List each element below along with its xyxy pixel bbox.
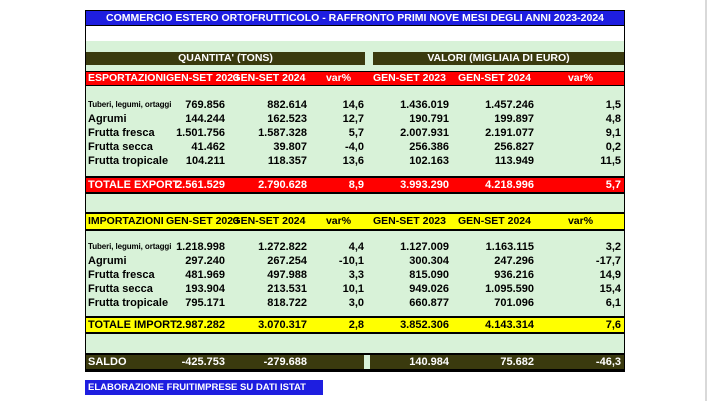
row-label: Frutta tropicale	[88, 155, 169, 167]
col-header-val-2023: GEN-SET 2023	[373, 215, 446, 227]
cell-qty-var: 12,7	[342, 113, 364, 125]
cell-val-2023: 102.163	[409, 155, 449, 167]
table-row	[86, 154, 624, 168]
spacer-row	[86, 86, 624, 98]
col-header-qty-2024: GEN-SET 2024	[232, 72, 306, 84]
cell-val-var: 14,9	[599, 269, 621, 281]
cell-qty-2024: 118.357	[267, 155, 307, 167]
cell-val-2023: 949.026	[409, 283, 449, 295]
table-row	[86, 268, 624, 282]
cell-val-var: 11,5	[600, 155, 621, 167]
cell-qty-2023: 1.501.756	[176, 127, 225, 139]
row-label: Frutta fresca	[88, 269, 155, 281]
cell-val-2023: 3.852.306	[400, 319, 449, 331]
trade-table	[85, 10, 625, 372]
spacer-row	[86, 41, 624, 52]
cell-val-2024: 4.218.996	[485, 179, 534, 191]
source-credit-bar: ELABORAZIONE FRUITIMPRESE SU DATI ISTAT	[85, 380, 323, 395]
cell-qty-2024: -279.688	[263, 356, 307, 368]
cell-val-2024: 2.191.077	[485, 127, 534, 139]
cell-val-2023: 140.984	[409, 356, 449, 368]
cell-qty-2023: 795.171	[185, 297, 225, 309]
cell-qty-var: 8,9	[348, 179, 364, 191]
cell-val-2024: 199.897	[494, 113, 534, 125]
cell-qty-2023: 769.856	[185, 99, 225, 111]
saldo-label: SALDO	[88, 356, 127, 368]
total-export-label: TOTALE EXPORT	[88, 179, 180, 191]
cell-qty-2024: 267.254	[267, 255, 307, 267]
window-edge-line	[705, 0, 707, 401]
total-import-label: TOTALE IMPORT	[88, 319, 177, 331]
table-row	[86, 98, 624, 112]
cell-qty-2024: 39.807	[273, 141, 307, 153]
cell-qty-var: 13,6	[342, 155, 364, 167]
cell-qty-2023: -425.753	[181, 356, 225, 368]
import-header-row	[86, 212, 624, 231]
cell-qty-2024: 1.272.822	[258, 241, 307, 253]
export-header-row	[86, 71, 624, 86]
cell-val-2023: 190.791	[409, 113, 449, 125]
empty-cell	[310, 355, 364, 369]
cell-qty-var: 3,0	[348, 297, 364, 309]
cell-qty-2024: 818.722	[267, 297, 307, 309]
cell-qty-2024: 882.614	[267, 99, 307, 111]
cell-qty-2024: 497.988	[267, 269, 307, 281]
cell-val-2023: 815.090	[409, 269, 449, 281]
cell-qty-var: -4,0	[345, 141, 364, 153]
cell-val-var: 6,1	[605, 297, 621, 309]
spacer-row	[86, 231, 624, 240]
cell-val-var: 3,2	[605, 241, 621, 253]
table-row	[86, 282, 624, 296]
cell-val-2024: 701.096	[494, 297, 534, 309]
cell-val-var: 15,4	[599, 283, 621, 295]
row-label: Tuberi, legumi, ortaggi	[88, 100, 172, 109]
row-label: Frutta secca	[88, 141, 153, 153]
cell-val-2024: 1.457.246	[485, 99, 534, 111]
cell-qty-var: 3,3	[348, 269, 364, 281]
cell-val-var: 0,2	[605, 141, 621, 153]
col-header-qty-2023: GEN-SET 2023	[166, 215, 239, 227]
row-label: Frutta fresca	[88, 127, 155, 139]
cell-val-2024: 1.163.115	[485, 241, 534, 253]
cell-qty-var: 5,7	[348, 127, 364, 139]
row-label: Tuberi, legumi, ortaggi	[88, 242, 172, 251]
cell-val-2024: 75.682	[500, 356, 534, 368]
cell-qty-2023: 144.244	[185, 113, 225, 125]
table-row	[86, 126, 624, 140]
import-section-label: IMPORTAZIONI	[88, 215, 164, 227]
cell-val-2023: 1.127.009	[400, 241, 449, 253]
cell-val-var: -17,7	[595, 255, 621, 267]
col-header-val-var: var%	[567, 215, 594, 227]
row-label: Agrumi	[88, 113, 127, 125]
cell-qty-2024: 2.790.628	[258, 179, 307, 191]
col-header-val-2024: GEN-SET 2024	[458, 72, 531, 84]
row-label: Frutta secca	[88, 283, 153, 295]
table-row	[86, 112, 624, 126]
cell-qty-2023: 297.240	[185, 255, 225, 267]
total-import-row	[86, 316, 624, 334]
cell-val-var: 7,6	[605, 319, 621, 331]
cell-qty-var: -10,1	[338, 255, 364, 267]
cell-val-2024: 4.143.314	[485, 319, 534, 331]
cell-val-var: 4,8	[605, 113, 621, 125]
col-header-val-2024: GEN-SET 2024	[458, 215, 531, 227]
cell-val-var: 1,5	[605, 99, 621, 111]
col-header-val-2023: GEN-SET 2023	[373, 72, 446, 84]
cell-val-2024: 113.949	[494, 155, 534, 167]
cell-val-var: -46,3	[595, 356, 621, 368]
cell-qty-var: 4,4	[348, 241, 364, 253]
cell-qty-2023: 41.462	[191, 141, 225, 153]
cell-qty-var: 10,1	[342, 283, 364, 295]
row-label: Frutta tropicale	[88, 297, 169, 309]
cell-qty-var: 2,8	[348, 319, 364, 331]
cell-val-2024: 256.827	[494, 141, 534, 153]
saldo-row	[86, 353, 624, 371]
spacer-row	[86, 26, 624, 41]
cell-val-2023: 256.386	[409, 141, 449, 153]
cell-qty-2024: 213.531	[267, 283, 307, 295]
cell-val-2023: 1.436.019	[400, 99, 449, 111]
saldo-values-cell	[370, 355, 624, 369]
report-title: COMMERCIO ESTERO ORTOFRUTTICOLO - RAFFRONTO PRIMI NOVE MESI DEGLI ANNI 2023-2024	[105, 12, 605, 24]
cell-qty-2024: 1.587.328	[258, 127, 307, 139]
cell-val-2023: 3.993.290	[400, 179, 449, 191]
cell-qty-2024: 3.070.317	[258, 319, 307, 331]
cell-qty-var: 14,6	[342, 99, 364, 111]
col-header-qty-var: var%	[325, 215, 352, 227]
cell-val-var: 5,7	[605, 179, 621, 191]
cell-qty-2023: 2.561.529	[176, 179, 225, 191]
cell-qty-2023: 193.904	[185, 283, 225, 295]
band-divider	[365, 52, 373, 65]
cell-val-2024: 1.095.590	[485, 283, 534, 295]
quantity-band-label: QUANTITA' (TONS)	[86, 52, 365, 65]
cell-qty-2023: 481.969	[185, 269, 225, 281]
col-header-val-var: var%	[567, 72, 594, 84]
cell-val-var: 9,1	[605, 127, 621, 139]
units-band-row	[86, 52, 624, 65]
cell-val-2023: 660.877	[409, 297, 449, 309]
total-export-row	[86, 176, 624, 194]
cell-val-2024: 936.216	[494, 269, 534, 281]
table-row	[86, 240, 624, 254]
export-section-label: ESPORTAZIONI	[88, 72, 166, 84]
col-header-qty-2024: GEN-SET 2024	[232, 215, 306, 227]
col-header-qty-2023: GEN-SET 2023	[166, 72, 239, 84]
spacer-row	[86, 334, 624, 353]
cell-val-2023: 2.007.931	[400, 127, 449, 139]
saldo-quantity-cell	[86, 355, 364, 369]
col-header-qty-var: var%	[325, 72, 352, 84]
cell-qty-2023: 104.211	[185, 155, 225, 167]
table-row	[86, 254, 624, 268]
cell-qty-2023: 2.987.282	[176, 319, 225, 331]
row-label: Agrumi	[88, 255, 127, 267]
cell-qty-2024: 162.523	[267, 113, 307, 125]
spacer-row	[86, 168, 624, 176]
cell-qty-2023: 1.218.998	[176, 241, 225, 253]
report-title-bar	[86, 11, 624, 26]
values-band-label: VALORI (MIGLIAIA DI EURO)	[373, 52, 624, 65]
table-row	[86, 296, 624, 310]
spacer-row	[86, 194, 624, 212]
cell-val-2023: 300.304	[409, 255, 449, 267]
cell-val-2024: 247.296	[494, 255, 534, 267]
table-row	[86, 140, 624, 154]
